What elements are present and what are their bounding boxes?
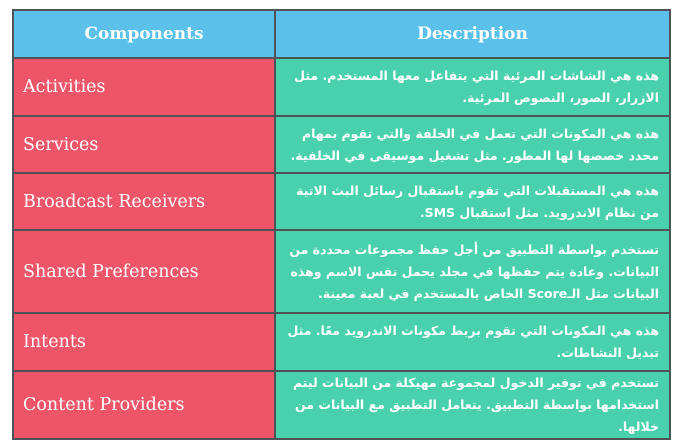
component-description: تستخدم بواسطة التطبيق من أجل حفظ مجموعات محددة من البيانات. وعادة يتم حفظها في مجلد يحمل نفس الاسم وهذه البيانات مثل الـScore الخاص بالمستخدم في لعبة معينة. <box>275 230 670 313</box>
component-description: هذه هي المستقبلات التي تقوم باستقبال رسائل البث الاتية من نظام الاندرويد. مثل استقبال SMS. <box>275 173 670 230</box>
component-name: Content Providers <box>13 371 275 439</box>
component-description: تستخدم في توفير الدخول لمجموعة مهيكلة من البيانات ليتم استخدامها بواسطة التطبيق. يتعامل التطبيق مع البيانات من خلالها. <box>275 371 670 439</box>
header-components: Components <box>13 10 275 58</box>
component-name: Services <box>13 116 275 173</box>
component-description: هذه هي المكونات التي تقوم بربط مكونات الاندرويد معًا. مثل تبديل النشاطات. <box>275 313 670 371</box>
component-name: Intents <box>13 313 275 371</box>
table-row <box>13 230 670 313</box>
table-row <box>13 173 670 230</box>
components-table <box>12 9 671 440</box>
component-name: Shared Preferences <box>13 230 275 313</box>
table-row <box>13 58 670 116</box>
component-name: Activities <box>13 58 275 116</box>
table-row <box>13 313 670 371</box>
table-row <box>13 116 670 173</box>
component-description: هذه هي الشاشات المرئية التي يتفاعل معها المستخدم. مثل الازرار، الصور، النصوص المرئية. <box>275 58 670 116</box>
component-name: Broadcast Receivers <box>13 173 275 230</box>
component-description: هذه هي المكونات التي تعمل في الخلفة والتي تقوم بمهام محدد خصصها لها المطور. مثل تشغيل موسيقى في الخلفية. <box>275 116 670 173</box>
table-row <box>13 371 670 439</box>
header-row <box>13 10 670 58</box>
header-description: Description <box>275 10 670 58</box>
